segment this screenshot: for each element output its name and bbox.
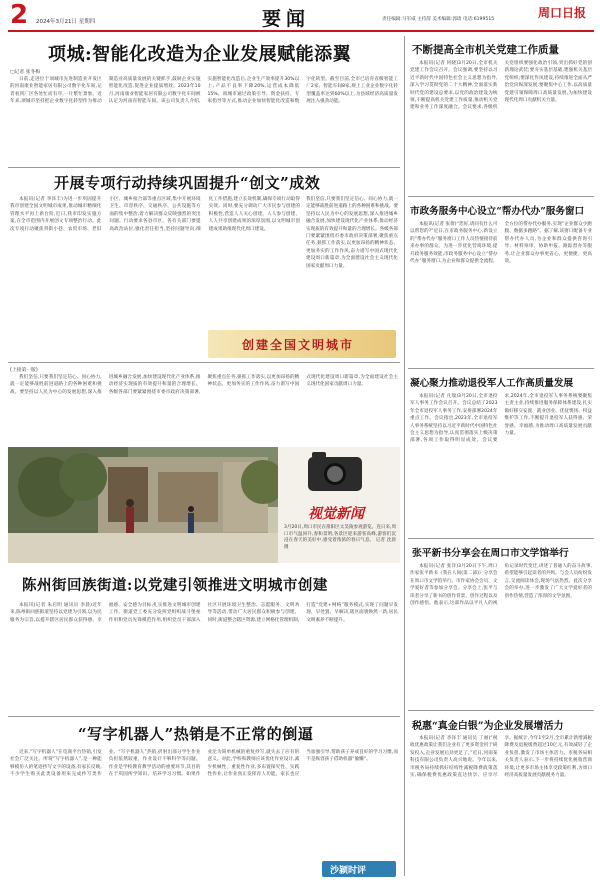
commentary-logo	[322, 861, 396, 877]
divider	[8, 716, 400, 717]
continued-article	[8, 366, 400, 444]
article-party-building	[408, 38, 594, 194]
camera-icon	[308, 457, 362, 491]
article-body: 本报讯(记者 何晓)3月20日,全市机关党建工作会议召开。会议强调,要坚持以习近平新时代中国特色社会主义思想为指导,深入学习贯彻党的二十大精神,全面落实新时代党的建设总要求,以党的政治建设为统领,不断提高机关党建工作质量,推动机关党建和业务工作深度融合。会议要求,各级机关党组织要强化政治引领,突出抓好党的创新理论武装;要夯实基层基础,建强机关基层党组织;要深化作风建设,持续推进全面从严治党向纵深发展;要聚焦中心工作,以高质量党建引领保障周口高质量发展,为加快建设现代化周口贡献机关力量。	[410, 61, 592, 111]
headline: 凝心聚力推动退役军人工作高质量发展	[410, 378, 574, 389]
article-tax-relief	[408, 713, 594, 879]
news-photo	[8, 447, 400, 563]
headline: 不断提高全市机关党建工作质量	[412, 44, 559, 56]
divider	[408, 710, 594, 711]
header-rule	[8, 30, 594, 32]
article-civilization-campaign	[8, 170, 400, 362]
headline: 张平新书分享会在周口市文学馆举行	[412, 548, 569, 559]
divider	[8, 167, 400, 168]
commentary-logo-text: 沙颍时评	[330, 866, 367, 876]
caption-text: 3月20日,周口市民在淮阳区太昊陵参观游览。连日来,周口市气温回升,春和景明,各景区迎来游客高峰,游客们沉浸在春天的美好中,感受着浓浓的春日气息。	[284, 525, 396, 544]
article-service-window	[408, 199, 594, 367]
banner-text: 创建全国文明城市	[242, 338, 355, 352]
article-body: 本报讯(记者 张倩)“您好,请问有什么可以帮您的?”近日,在市政务服务中心,新设立的“帮办代办”服务窗口工作人员热情接待前来办事的群众。为进一步优化营商环境,提升政务服务效能,市政务服务中心设立“帮办代办”服务窗口,为企业和群众提供全流程、全方位的帮办代办服务,实现“企业群众少跑腿、数据多跑路”。据了解,该窗口配备专业帮办代办人员,为企业和群众提供咨询引导、材料预审、协助申报、跟踪督办等服务,让企业群众办事更省心、更便捷、更高效。	[410, 222, 592, 265]
issue-date: 2024年3月21日 星期四	[36, 19, 96, 25]
article-writing-robot	[8, 719, 400, 879]
headline: 陈州街回族街道:以党建引领推进文明城市创建	[22, 577, 328, 594]
headline: 项城:智能化改造为企业发展赋能添翼	[48, 44, 352, 65]
visual-news-stamp: 视觉新闻	[308, 506, 364, 522]
article-body: 本报讯(记者 凡瑞)3月20日,全市退役军人事务工作会议召开。会议总结了2023年全市退役军人事务工作,安排部署2024年重点工作。会议指出,2023年,全市退役军人事务系统坚持以习近平新时代中国特色社会主义思想为指导,认真贯彻落实上级决策部署,各项工作取得明显成效。会议要求,2024年,全市退役军人事务系统要聚焦主责主业,持续推进服务保障体系建设,扎实做好移交安置、就业创业、优抚褒扬、权益维护等工作,不断提升退役军人获得感、荣誉感、幸福感,为推动周口高质量发展贡献力量。	[410, 394, 592, 444]
newspaper-logo: 周口日报	[538, 6, 587, 20]
article-chenzhou-street	[8, 566, 400, 716]
continued-label: (上接第一版)	[10, 368, 38, 373]
editors-line: 责任编辑:马军威 主持辞 美术编辑:郭琦 电话:6199515	[382, 17, 495, 22]
article-body: 本报讯(记者 张洋)3月20日下午,周口作家张平新书《我在人间(第二部)》分享会在周口市文学馆举行。市作家协会会员、文学爱好者等参加分享会。分享会上,张平与读者分享了新书的创作背景、创作过程以及创作感悟。他表示,这部作品以平凡人的视角记录时代变迁,讲述了普通人的奋斗故事,希望能够引起读者的共鸣。与会人员纷纷发言,交流阅读体会,现场气氛热烈。此次分享会的举办,进一步激发了广大文学爱好者的创作热情,营造了浓厚的文学氛围。	[410, 564, 592, 607]
headline: 税惠“真金白银”为企业发展增活力	[412, 721, 564, 732]
article-body: 本报讯(记者 朱启明 通讯员 李晨)近年来,陈州街回族街道坚持以党建为引领,以为民服务为宗旨,以提升辖区居民群众获得感、幸福感、安全感为目标,扎实推进文明城市创建工作。街道党工委充分发挥党组织战斗堡垒作用和党员先锋模范作用,组织党员干部深入社区开展环境卫生整治、志愿服务、文明劝导等活动,带动广大居民群众积极参与创建。同时,街道整合辖区资源,建立网格化管理机制,打造“党建+网格”服务模式,实现了问题早发现、早处置、早解决,辖区面貌焕然一新,居民文明素养不断提升。	[10, 603, 398, 623]
divider	[408, 538, 594, 539]
article-body: 我们坚信,只要我们坚定信心、同心协力,就一定能够战胜前进道路上的各种困难和挑战。要坚持以人民为中心的发展思想,深入推进城乡融合发展,加快建设现代化产业体系,推动经济实现质的有效提升和量的合理增长。各级各部门要紧紧围绕市委市政府决策部署,聚焦重点任务,狠抓工作落实,以更加昂扬的精神状态、更加务实的工作作风,奋力谱写中国式现代化建设周口新篇章,为全面建设社会主义现代化国家贡献周口力量。	[10, 375, 398, 395]
masthead	[0, 0, 600, 34]
byline: □记者 张冬梅	[10, 70, 41, 75]
article-smart-manufacturing	[8, 38, 400, 166]
article-body: 本报讯(记者 李泽丰 通讯员 丁丽)“税收优惠政策让我们企业有了更多资金用于研发投入,企业发展后劲更足了。”近日,河南某科技有限公司负责人高兴地说。今年以来,市税务局持续抓好结构性减税降费政策落实,确保税费优惠政策直达快享、应享尽享。据统计,今年1至2月,全市累计新增减税降费及退税缓费超过10亿元,有效减轻了企业负担,激发了市场主体活力。市税务局相关负责人表示,下一步将持续优化税收营商环境,让更多市场主体享受政策红利,为周口经济高质量发展贡献税务力量。	[410, 736, 592, 779]
article-body: 近来,“写字机器人”在电商平台热销,引发社会广泛关注。所谓“写字机器人”,是一种能够模仿人的笔迹抄写文字的设备,有家长反映,不少学生购买此类设备用来完成抄写类作业。“写字机器人”热销,折射出部分学生作业负担依然较重、作业设计不够科学等问题。作业是学校教育教学活动的重要环节,其目的在于巩固所学知识、培养学习习惯。如果作业沦为简单机械的重复抄写,就失去了应有的意义。对此,学校和教师应该优化作业设计,减少机械性、重复性作业,多布置探究性、实践性作业,让作业真正发挥育人功能。家长也应当加强引导,帮助孩子养成良好的学习习惯,而不是纵容孩子借助机器“偷懒”。	[10, 750, 398, 778]
photo-caption	[284, 525, 396, 551]
page-number: 2	[10, 0, 29, 30]
headline: 开展专项行动持续巩固提升“创文”成效	[54, 174, 321, 192]
headline: “写字机器人”热销是不正常的倒逼	[78, 725, 314, 743]
article-body: 本报讯(记者 李泽丰)为进一步巩固提升我市创建全国文明城市成果,推动城市精细化管理水平再上新台阶,近日,我市印发实施方案,在全市范围内开展创文专项整治行动。此次专项行动聚焦背街小巷、农贸市场、老旧小区、城乡接合部等重点区域,集中开展环境卫生、市容秩序、交通秩序、公共设施等方面的集中整治,着力解决群众反映强烈的突出问题。行动要求各县市区、各有关部门要提高政治站位,强化责任担当,坚持问题导向,细化工作措施,建立长效机制,确保专项行动取得实效。同时,要充分调动广大市民参与创建的积极性,营造人人关心创建、人人参与创建、人人共享创建成果的浓厚氛围,以文明城市创建成果助推现代化周口建设。	[10, 197, 300, 232]
article-book-sharing	[408, 541, 594, 709]
divider	[408, 368, 594, 369]
article-body: 日前,走进位于项城市先进制造业开发区的河南康业智能家居有限公司数字化车间,记者看到厂区各处忙而有序,一片繁忙景象。近年来,项城市坚持把企业数字化转型作为推动制造业高质量发展的关键抓手,鼓励企业实施智能化改造,促进企业提质增效。2023年10月,河南康业智能家居有限公司数字化车间被认定为河南省智能车间。该公司负责人介绍,实施智能化改造后,企业生产效率提升30%以上,产品不良率下降20%,运营成本降低15%。项城市通过政策引导、资金扶持、专家指导等方式,推动企业加快智能化改造和数字化转型。截至目前,全市已培育省级智能工厂2家、智能车间8家,规上工业企业数字化转型覆盖率达到60%以上,为县域经济高质量发展注入强劲动能。	[10, 77, 398, 105]
divider	[408, 196, 594, 197]
civilization-banner	[208, 330, 396, 358]
section-title: 要闻	[262, 8, 311, 30]
photo-credit: 记者 沈晨 摄	[284, 538, 396, 550]
divider	[8, 362, 400, 363]
article-body-continued: 我们坚信,只要我们坚定信心、同心协力,就一定能够战胜前进道路上的各种困难和挑战。要坚持以人民为中心的发展思想,深入推进城乡融合发展,加快建设现代化产业体系,推动经济实现质的有效提升和量的合理增长。各级各部门要紧紧围绕市委市政府决策部署,聚焦重点任务,狠抓工作落实,以更加昂扬的精神状态、更加务实的工作作风,奋力谱写中国式现代化建设周口新篇章,为全面建设社会主义现代化国家贡献周口力量。	[306, 197, 398, 269]
column-separator	[404, 36, 405, 876]
article-veterans	[408, 371, 594, 537]
headline: 市政务服务中心设立“帮办代办”服务窗口	[410, 206, 585, 217]
